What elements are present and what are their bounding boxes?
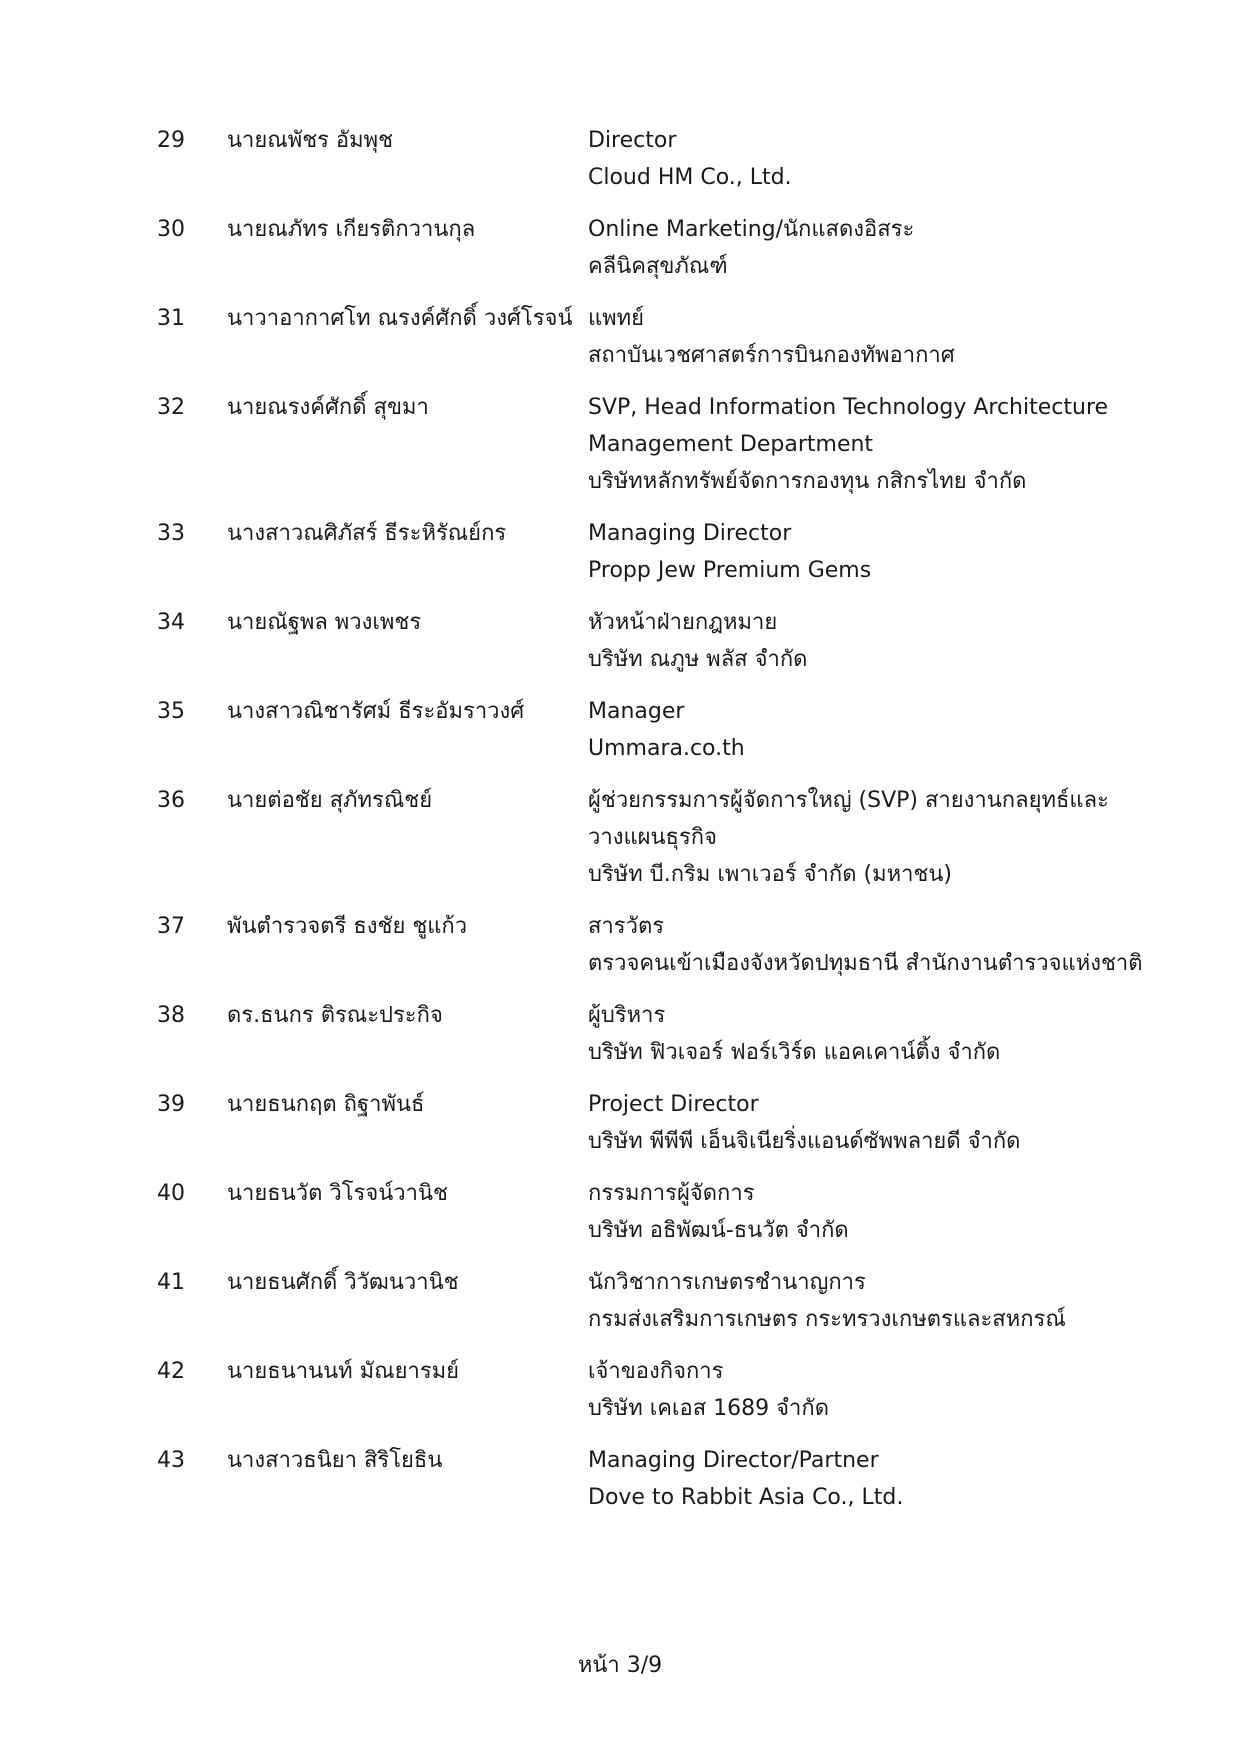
entry-details [588,1442,1108,1516]
entry-number: 29 [157,128,185,153]
entry-name: นายธนศักดิ์ วิวัฒนวานิช [227,1270,459,1295]
entry-name: นายณพัชร อัมพุช [227,128,394,153]
entry-number: 33 [157,521,185,546]
entry-detail-line: Propp Jew Premium Gems [588,558,872,583]
entry-details [588,1086,1108,1160]
entry-detail-line: Director [588,128,677,153]
entry-number: 42 [157,1359,185,1384]
entry-detail-line: สารวัตร [588,914,665,939]
entry-detail-line: Dove to Rabbit Asia Co., Ltd. [588,1485,904,1510]
entry-name: พันตำรวจตรี ธงชัย ชูแก้ว [227,914,468,939]
entry-detail-line: Managing Director [588,521,792,546]
entry-detail-line: Cloud HM Co., Ltd. [588,165,792,190]
entry-number: 34 [157,610,185,635]
entry-detail-line: วางแผนธุรกิจ [588,825,718,850]
entry-number: 39 [157,1092,185,1117]
entry-details [588,1353,1108,1427]
entry-detail-line: SVP, Head Information Technology Architecture [588,395,1109,420]
entry-detail-line: Project Director [588,1092,759,1117]
entry-detail-line: คลีนิคสุขภัณฑ์ [588,254,728,279]
entry-name: นายณรงค์ศักดิ์ สุขมา [227,395,429,420]
entry-detail-line: แพทย์ [588,306,645,331]
entry-name: นาวาอากาศโท ณรงค์ศักดิ์ วงศ์โรจน์ [227,306,573,331]
entry-number: 41 [157,1270,185,1295]
entry-name: นายธนานนท์ มัณยารมย์ [227,1359,460,1384]
entry-name: นายธนกฤต ถิฐาพันธ์ [227,1092,425,1117]
entry-name: นางสาวณิชารัศม์ ธีระอัมราวงศ์ [227,699,525,724]
entry-number: 35 [157,699,185,724]
entry-details [588,1175,1108,1249]
entry-name: นายณภัทร เกียรติกวานกุล [227,217,476,242]
entry-name: นางสาวธนิยา สิริโยธิน [227,1448,443,1473]
entry-number: 30 [157,217,185,242]
entry-detail-line: ผู้ช่วยกรรมการผู้จัดการใหญ่ (SVP) สายงานกลยุทธ์และ [588,788,1109,813]
entry-number: 38 [157,1003,185,1028]
entry-detail-line: Management Department [588,432,874,457]
entry-details [588,782,1108,893]
entry-detail-line: Ummara.co.th [588,736,745,761]
entry-detail-line: บริษัท บี.กริม เพาเวอร์ จำกัด (มหาชน) [588,862,952,887]
entry-details [588,211,1108,285]
entry-details [588,908,1143,982]
entry-details [588,1264,1108,1338]
entry-number: 40 [157,1181,185,1206]
entry-number: 36 [157,788,185,813]
entry-detail-line: บริษัท เคเอส 1689 จำกัด [588,1396,830,1421]
entry-details [588,300,1108,374]
entry-detail-line: เจ้าของกิจการ [588,1359,724,1384]
entry-detail-line: กรมส่งเสริมการเกษตร กระทรวงเกษตรและสหกรณ์ [588,1307,1066,1332]
entry-detail-line: ตรวจคนเข้าเมืองจังหวัดปทุมธานี สำนักงานตำรวจแห่งชาติ [588,951,1143,976]
entry-detail-line: Online Marketing/นักแสดงอิสระ [588,217,915,242]
entry-detail-line: นักวิชาการเกษตรชำนาญการ [588,1270,866,1295]
entry-detail-line: บริษัท พีพีพี เอ็นจิเนียริ่งแอนด์ซัพพลายดี จำกัด [588,1129,1021,1154]
entry-name: นางสาวณศิภัสร์ ธีระหิรัณย์กร [227,521,507,546]
entry-details [588,604,1108,678]
entry-detail-line: บริษัท ฟิวเจอร์ ฟอร์เวิร์ด แอคเคาน์ติ้ง จำกัด [588,1040,1001,1065]
entry-detail-line: Managing Director/Partner [588,1448,879,1473]
entry-detail-line: บริษัท ณภูษ พลัส จำกัด [588,647,808,672]
entry-name: ดร.ธนกร ติรณะประกิจ [227,1003,443,1028]
entry-details [588,122,1108,196]
entry-detail-line: บริษัทหลักทรัพย์จัดการกองทุน กสิกรไทย จำกัด [588,469,1027,494]
entry-detail-line: ผู้บริหาร [588,1003,666,1028]
entry-name: นายธนวัต วิโรจน์วานิช [227,1181,448,1206]
entry-detail-line: สถาบันเวชศาสตร์การบินกองทัพอากาศ [588,343,955,368]
entry-detail-line: Manager [588,699,685,724]
entry-details [588,515,1108,589]
entry-details [588,693,1108,767]
entry-number: 31 [157,306,185,331]
entry-number: 32 [157,395,185,420]
entry-detail-line: หัวหน้าฝ่ายกฎหมาย [588,610,778,635]
entry-details [588,389,1108,500]
entry-detail-line: กรรมการผู้จัดการ [588,1181,755,1206]
entry-name: นายณัฐพล พวงเพชร [227,610,422,635]
entry-number: 37 [157,914,185,939]
page-number: หน้า 3/9 [577,1653,663,1678]
entry-detail-line: บริษัท อธิพัฒน์-ธนวัต จำกัด [588,1218,849,1243]
entry-details [588,997,1108,1071]
entry-name: นายต่อชัย สุภัทรณิชย์ [227,788,433,813]
entry-number: 43 [157,1448,185,1473]
